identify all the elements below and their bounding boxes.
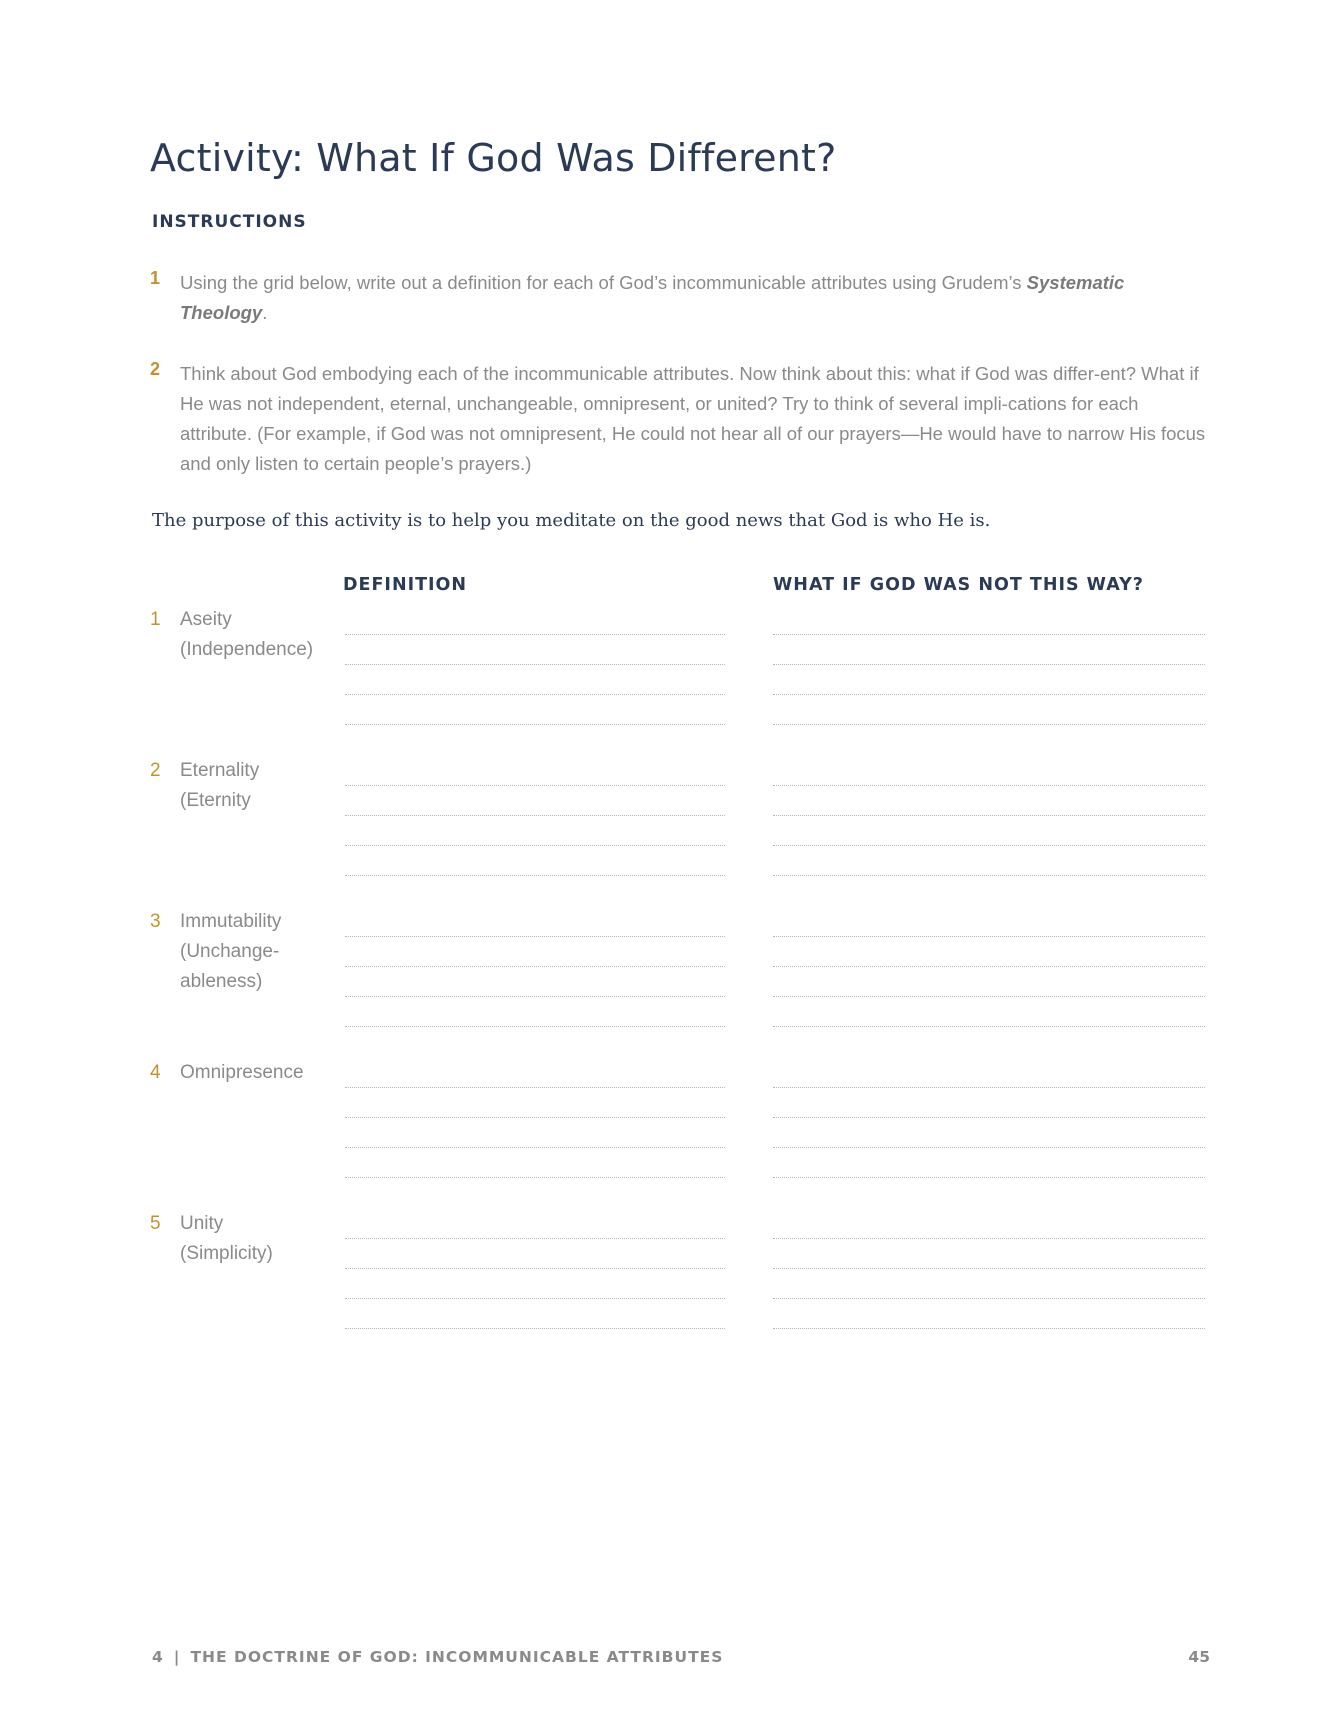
definition-writing-lines[interactable] xyxy=(345,605,725,725)
what-if-writing-lines[interactable] xyxy=(773,756,1205,876)
page-title: Activity: What If God Was Different? xyxy=(150,136,837,180)
what-if-writing-lines[interactable] xyxy=(773,1058,1205,1178)
instruction-text: Think about God embodying each of the incommunicable attributes. Now think about this: what if God was differ-ent? What if He was not independent, eternal, unchangeable, omnipresent, or united? Try to think of several impli-cations for each attribute. (For example, if God was not omnipresent, He could not hear all of our prayers—He would have to narrow His focus and only listen to certain people’s prayers.) xyxy=(180,363,1206,474)
dotted-writing-line[interactable] xyxy=(773,695,1205,725)
instruction-number: 1 xyxy=(150,268,161,288)
attribute-row xyxy=(150,907,1210,1037)
dotted-writing-line[interactable] xyxy=(345,1088,725,1118)
instruction-item-2 xyxy=(150,359,1210,479)
attribute-number: 2 xyxy=(150,760,161,781)
definition-column-header: DEFINITION xyxy=(343,575,468,595)
dotted-writing-line[interactable] xyxy=(345,1239,725,1269)
dotted-writing-line[interactable] xyxy=(345,967,725,997)
attribute-label-line: (Independence) xyxy=(180,639,314,660)
attribute-row xyxy=(150,1058,1210,1188)
page-number: 45 xyxy=(1188,1648,1210,1666)
dotted-writing-line[interactable] xyxy=(773,1058,1205,1088)
dotted-writing-line[interactable] xyxy=(773,665,1205,695)
instruction-item-1 xyxy=(150,268,1210,328)
dotted-writing-line[interactable] xyxy=(345,665,725,695)
dotted-writing-line[interactable] xyxy=(345,1148,725,1178)
dotted-writing-line[interactable] xyxy=(773,786,1205,816)
dotted-writing-line[interactable] xyxy=(345,816,725,846)
instructions-heading: INSTRUCTIONS xyxy=(152,212,307,232)
dotted-writing-line[interactable] xyxy=(345,786,725,816)
footer-separator: | xyxy=(173,1648,181,1666)
dotted-writing-line[interactable] xyxy=(773,605,1205,635)
dotted-writing-line[interactable] xyxy=(773,937,1205,967)
what-if-writing-lines[interactable] xyxy=(773,1209,1205,1329)
attribute-label-line: (Unchange- xyxy=(180,941,280,962)
attribute-label-line: Immutability xyxy=(180,911,282,932)
dotted-writing-line[interactable] xyxy=(345,756,725,786)
attribute-row xyxy=(150,605,1210,735)
attribute-label-line: Eternality xyxy=(180,760,260,781)
chapter-title: THE DOCTRINE OF GOD: INCOMMUNICABLE ATTRIBUTES xyxy=(190,1648,724,1666)
attribute-label-line: (Simplicity) xyxy=(180,1243,273,1264)
dotted-writing-line[interactable] xyxy=(773,1088,1205,1118)
attribute-row xyxy=(150,756,1210,886)
dotted-writing-line[interactable] xyxy=(345,937,725,967)
dotted-writing-line[interactable] xyxy=(773,1118,1205,1148)
instruction-text-part: Using the grid below, write out a definition for each of God’s incommunicable attributes using Grudem’s xyxy=(180,272,1027,293)
instruction-text-part: . xyxy=(262,302,268,323)
purpose-statement: The purpose of this activity is to help you meditate on the good news that God is who He is. xyxy=(152,510,991,531)
dotted-writing-line[interactable] xyxy=(345,1269,725,1299)
dotted-writing-line[interactable] xyxy=(773,756,1205,786)
attribute-label-line: Aseity xyxy=(180,609,232,630)
dotted-writing-line[interactable] xyxy=(773,816,1205,846)
attribute-label-line: Unity xyxy=(180,1213,224,1234)
dotted-writing-line[interactable] xyxy=(345,846,725,876)
definition-writing-lines[interactable] xyxy=(345,756,725,876)
attribute-number: 1 xyxy=(150,609,161,630)
dotted-writing-line[interactable] xyxy=(345,605,725,635)
instruction-text xyxy=(180,268,1210,328)
attribute-label-line: Omnipresence xyxy=(180,1062,304,1083)
what-if-column-header: WHAT IF GOD WAS NOT THIS WAY? xyxy=(773,575,1144,595)
book-title: Systematic Theology xyxy=(180,272,1125,323)
attribute-label xyxy=(180,1209,330,1269)
attribute-row xyxy=(150,1209,1210,1339)
dotted-writing-line[interactable] xyxy=(773,1269,1205,1299)
dotted-writing-line[interactable] xyxy=(773,967,1205,997)
attribute-label-line: ableness) xyxy=(180,971,263,992)
dotted-writing-line[interactable] xyxy=(773,846,1205,876)
dotted-writing-line[interactable] xyxy=(345,635,725,665)
definition-writing-lines[interactable] xyxy=(345,1209,725,1329)
attribute-label xyxy=(180,907,330,997)
what-if-writing-lines[interactable] xyxy=(773,907,1205,1027)
dotted-writing-line[interactable] xyxy=(773,1239,1205,1269)
attribute-label xyxy=(180,605,330,665)
definition-writing-lines[interactable] xyxy=(345,907,725,1027)
dotted-writing-line[interactable] xyxy=(773,635,1205,665)
dotted-writing-line[interactable] xyxy=(345,695,725,725)
instruction-number: 2 xyxy=(150,359,161,379)
dotted-writing-line[interactable] xyxy=(345,1299,725,1329)
attribute-number: 3 xyxy=(150,911,161,932)
dotted-writing-line[interactable] xyxy=(345,1209,725,1239)
dotted-writing-line[interactable] xyxy=(345,1058,725,1088)
what-if-writing-lines[interactable] xyxy=(773,605,1205,725)
dotted-writing-line[interactable] xyxy=(773,997,1205,1027)
chapter-number: 4 xyxy=(152,1648,164,1666)
attribute-label-line: (Eternity xyxy=(180,790,251,811)
attribute-number: 4 xyxy=(150,1062,161,1083)
dotted-writing-line[interactable] xyxy=(345,997,725,1027)
footer-chapter xyxy=(152,1648,723,1666)
dotted-writing-line[interactable] xyxy=(345,907,725,937)
dotted-writing-line[interactable] xyxy=(773,1209,1205,1239)
dotted-writing-line[interactable] xyxy=(773,1148,1205,1178)
definition-writing-lines[interactable] xyxy=(345,1058,725,1178)
dotted-writing-line[interactable] xyxy=(345,1118,725,1148)
attribute-number: 5 xyxy=(150,1213,161,1234)
dotted-writing-line[interactable] xyxy=(773,1299,1205,1329)
dotted-writing-line[interactable] xyxy=(773,907,1205,937)
attribute-label xyxy=(180,1058,330,1088)
attribute-label xyxy=(180,756,330,816)
